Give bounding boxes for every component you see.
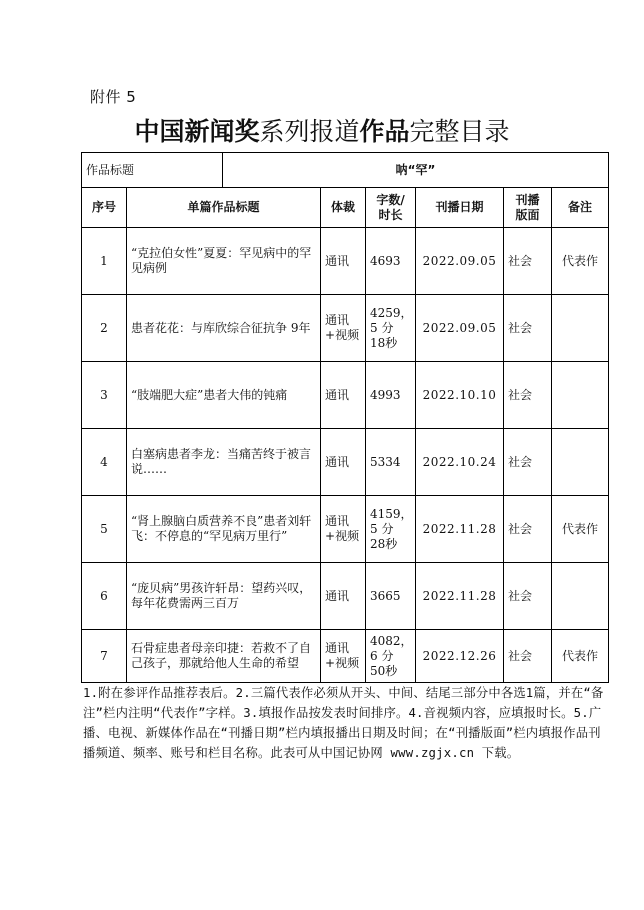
row-section: 社会 [504, 362, 552, 429]
header-section-line1: 刊播 [515, 192, 540, 207]
row-section: 社会 [504, 295, 552, 362]
table-row [82, 295, 609, 362]
attachment-label: 附件 5 [90, 88, 137, 106]
row-seq: 7 [82, 630, 127, 683]
work-title-value: 呐“罕” [223, 153, 609, 188]
row-genre: 通讯+视频 [321, 630, 366, 683]
header-date: 刊播日期 [416, 188, 504, 228]
row-seq: 1 [82, 228, 127, 295]
row-seq: 5 [82, 496, 127, 563]
row-section: 社会 [504, 630, 552, 683]
row-date: 2022.09.05 [416, 295, 504, 362]
row-seq: 3 [82, 362, 127, 429]
header-note: 备注 [552, 188, 609, 228]
row-seq: 4 [82, 429, 127, 496]
row-date: 2022.09.05 [416, 228, 504, 295]
header-length [366, 188, 416, 228]
row-section: 社会 [504, 496, 552, 563]
row-genre: 通讯 [321, 429, 366, 496]
row-date: 2022.11.28 [416, 496, 504, 563]
row-date: 2022.11.28 [416, 563, 504, 630]
work-title-row [82, 153, 609, 188]
row-genre: 通讯 [321, 563, 366, 630]
row-note: 代表作 [552, 630, 609, 683]
title-part-works: 作品 [359, 117, 410, 146]
row-note [552, 295, 609, 362]
row-title: “克拉伯女性”夏夏：罕见病中的罕见病例 [127, 228, 321, 295]
table-row [82, 429, 609, 496]
header-genre: 体裁 [321, 188, 366, 228]
row-length: 4259，5 分 18秒 [366, 295, 416, 362]
row-length: 4159，5 分 28秒 [366, 496, 416, 563]
page-title [0, 112, 644, 148]
row-length: 4082，6 分 50秒 [366, 630, 416, 683]
row-note: 代表作 [552, 496, 609, 563]
row-note [552, 362, 609, 429]
table-row [82, 362, 609, 429]
row-genre: 通讯 [321, 228, 366, 295]
row-section: 社会 [504, 563, 552, 630]
row-length: 4693 [366, 228, 416, 295]
row-seq: 6 [82, 563, 127, 630]
title-part-award: 中国新闻奖 [134, 117, 260, 146]
row-date: 2022.10.24 [416, 429, 504, 496]
row-title: “肢端肥大症”患者大伟的钝痛 [127, 362, 321, 429]
table-row [82, 228, 609, 295]
work-title-label: 作品标题 [82, 153, 223, 188]
header-section-line2: 版面 [515, 207, 540, 222]
row-length: 3665 [366, 563, 416, 630]
row-note [552, 563, 609, 630]
header-piece-title: 单篇作品标题 [127, 188, 321, 228]
row-date: 2022.10.10 [416, 362, 504, 429]
row-genre: 通讯+视频 [321, 295, 366, 362]
row-genre: 通讯 [321, 362, 366, 429]
table-row [82, 496, 609, 563]
row-title: 白塞病患者李龙：当痛苦终于被言说…… [127, 429, 321, 496]
row-section: 社会 [504, 429, 552, 496]
row-title: “肾上腺脑白质营养不良”患者刘轩飞：不停息的“罕见病万里行” [127, 496, 321, 563]
row-title: 患者花花：与库欣综合征抗争 9年 [127, 295, 321, 362]
row-section: 社会 [504, 228, 552, 295]
header-length-line2: 时长 [378, 207, 403, 222]
footnote: 1.附在参评作品推荐表后。2.三篇代表作必须从开头、中间、结尾三部分中各选1篇，并在“备注”栏内注明“代表作”字样。3.填报作品按发表时间排序。4.音视频内容，应填报时长。5.广播、电视、新媒体作品在“刊播日期”栏内填报播出日期及时间；在“刊播版面”栏内填报作品刊播频道、频率、账号和栏目名称。此表可从中国记协网 www.zgjx.cn 下载。 [83, 686, 604, 760]
catalog-table [81, 152, 609, 683]
header-section [504, 188, 552, 228]
header-row [82, 188, 609, 228]
row-title: 石骨症患者母亲印捷：若救不了自己孩子，那就给他人生命的希望 [127, 630, 321, 683]
header-length-line1: 字数/ [376, 192, 405, 207]
row-date: 2022.12.26 [416, 630, 504, 683]
row-note [552, 429, 609, 496]
row-length: 4993 [366, 362, 416, 429]
row-length: 5334 [366, 429, 416, 496]
row-title: “庞贝病”男孩许轩昂：望药兴叹，每年花费需两三百万 [127, 563, 321, 630]
row-note: 代表作 [552, 228, 609, 295]
title-part-catalog: 完整目录 [409, 117, 510, 146]
table-row [82, 563, 609, 630]
header-seq: 序号 [82, 188, 127, 228]
row-genre: 通讯+视频 [321, 496, 366, 563]
title-part-series: 系列报道 [259, 117, 360, 146]
table-row [82, 630, 609, 683]
row-seq: 2 [82, 295, 127, 362]
